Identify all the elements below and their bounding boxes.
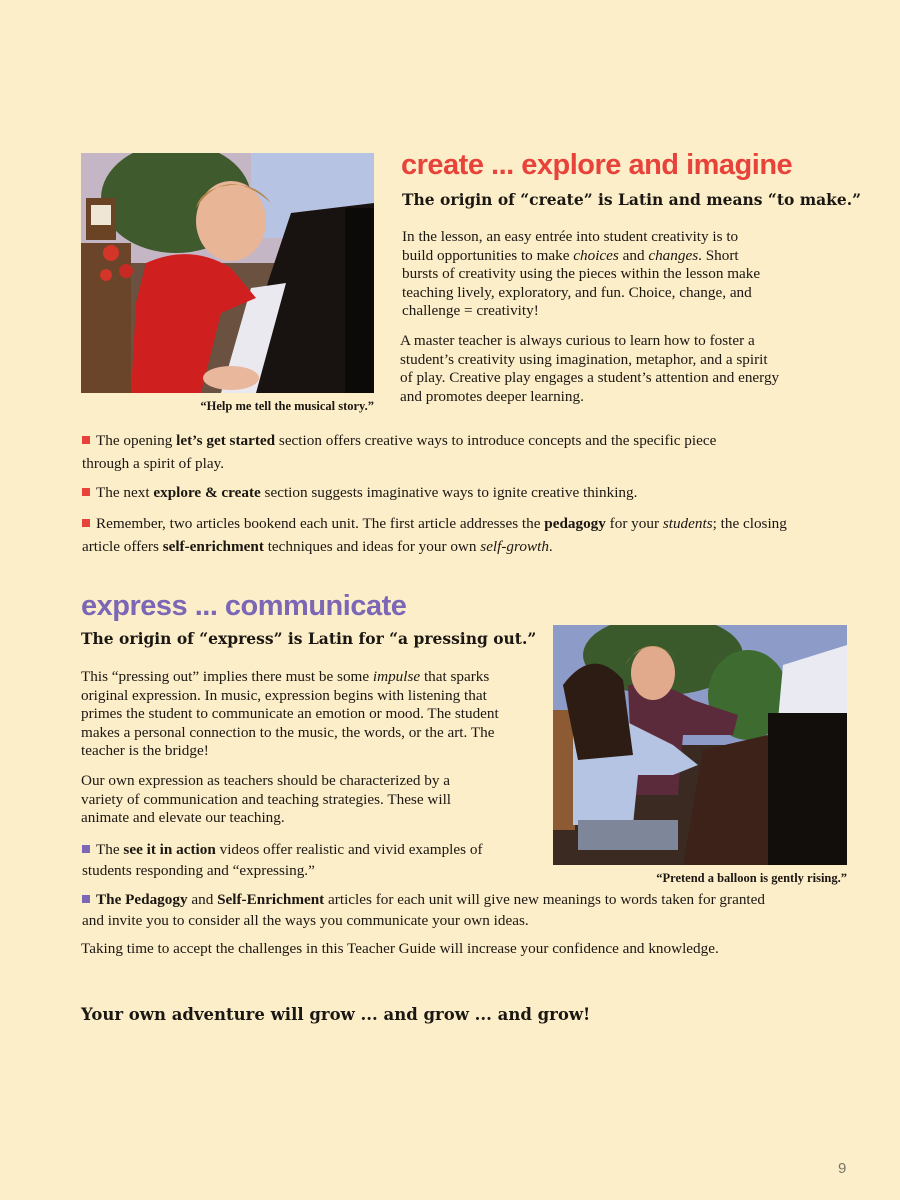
- section-heading-create: create ... explore and imagine: [401, 149, 793, 181]
- create-bullet-1: The opening let’s get started section offers creative ways to introduce concepts and the specific piece through a spirit of play.: [82, 432, 717, 472]
- bullet-square-icon: [82, 519, 90, 527]
- final-statement: Your own adventure will grow ... and grow ... and grow!: [81, 1005, 591, 1024]
- bullet-square-icon: [82, 895, 90, 903]
- express-bullet-2: The Pedagogy and Self-Enrichment articles for each unit will give new meanings to words taken for granted and invite you to consider all the ways you communicate your own ideas.: [82, 891, 765, 929]
- create-bullet-3: Remember, two articles bookend each unit. The first article addresses the pedagogy for your students; the closing article offers self-enrichment techniques and ideas for your own self-growth.: [82, 515, 787, 555]
- section-heading-express: express ... communicate: [81, 590, 407, 622]
- express-paragraph-1: This “pressing out” implies there must be some impulse that sparks original expression. In music, expression begins with listening that primes the student to communicate an emotion or mood. The student makes a personal connection to the music, the words, or the art. The teacher is the bridge!: [81, 668, 499, 760]
- section-subheading-create: The origin of “create” is Latin and means “to make.”: [402, 190, 862, 209]
- bullet-square-icon: [82, 488, 90, 496]
- create-paragraph-1: In the lesson, an easy entrée into student creativity is to build opportunities to make choices and changes. Short bursts of creativity using the pieces within the lesson make teaching lively, exploratory, and fun. Choice, change, and challenge = creativity!: [402, 228, 761, 320]
- photo-teacher-and-student: [553, 625, 847, 865]
- express-paragraph-2: Our own expression as teachers should be characterized by a variety of communication and teaching strategies. These will animate and elevate our teaching.: [81, 772, 452, 827]
- photo-boy-at-piano: [81, 153, 374, 393]
- express-closing-text: Taking time to accept the challenges in this Teacher Guide will increase your confidence and knowledge.: [81, 940, 719, 957]
- photo-caption-express: “Pretend a balloon is gently rising.”: [656, 871, 847, 885]
- bullet-square-icon: [82, 436, 90, 444]
- page-number: 9: [838, 1160, 847, 1177]
- create-bullet-2: The next explore & create section suggests imaginative ways to ignite creative thinking.: [82, 481, 742, 504]
- bullet-square-icon: [82, 845, 90, 853]
- photo-caption-create: “Help me tell the musical story.”: [200, 399, 374, 413]
- teacher-student-illustration: [553, 625, 847, 865]
- boy-piano-illustration: [81, 153, 374, 393]
- create-paragraph-2: A master teacher is always curious to learn how to foster a student’s creativity using imagination, metaphor, and a spirit of play. Creative play engages a student’s attention and energy and promotes deeper learning.: [400, 332, 780, 405]
- express-bullet-1: The see it in action videos offer realistic and vivid examples of students responding and “expressing.”: [82, 841, 483, 879]
- section-subheading-express: The origin of “express” is Latin for “a pressing out.”: [81, 629, 537, 648]
